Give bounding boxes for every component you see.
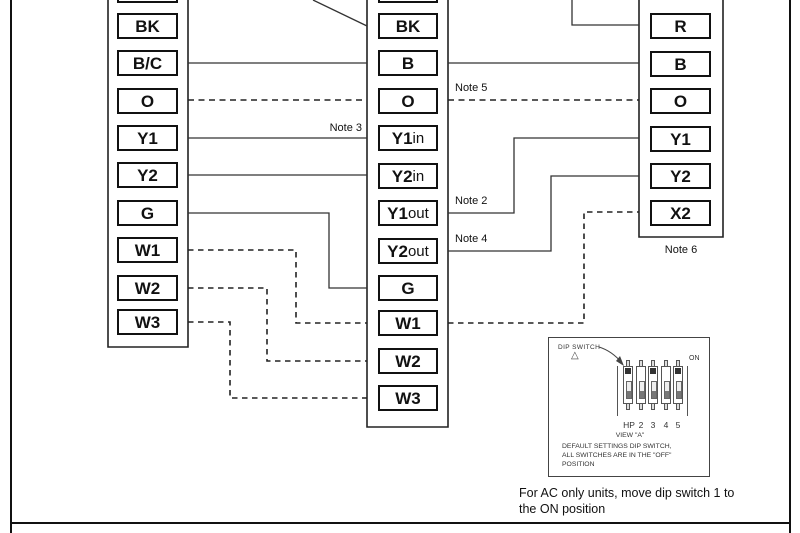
- warning-triangle-icon: △: [571, 350, 579, 361]
- terminal-middle-y1in: Y1 in: [378, 125, 438, 151]
- section-divider-line: [10, 522, 791, 524]
- switch-pin: [639, 403, 643, 410]
- note-3-label: Note 3: [329, 122, 362, 134]
- terminal-right-o: O: [650, 88, 711, 114]
- switch-pin: [626, 403, 630, 410]
- page-border-right: [789, 0, 791, 533]
- dip-switch-5: [673, 360, 683, 412]
- switch-label-3: 3: [650, 420, 656, 430]
- terminal-left-w2: W2: [117, 275, 178, 301]
- wire-w1-dashed: [188, 250, 367, 323]
- switch-rocker-off: [651, 381, 657, 399]
- dip-switch-panel: [548, 337, 710, 477]
- wire-w3-dashed: [188, 322, 367, 398]
- page-border-left: [10, 0, 12, 533]
- dip-switch-description: DEFAULT SETTINGS DIP SWITCH, ALL SWITCHES ARE IN THE "OFF" POSITION: [562, 443, 672, 468]
- note-5-label: Note 5: [455, 82, 488, 94]
- dip-switch-2: [636, 360, 646, 412]
- view-a-label: VIEW "A": [615, 432, 645, 439]
- wire-g-to-g: [188, 213, 367, 288]
- terminal-left-y2: Y2: [117, 162, 178, 188]
- terminal-middle-bk: BK: [378, 13, 438, 39]
- switch-rocker-off: [664, 381, 670, 399]
- switch-rocker-off: [639, 381, 645, 399]
- terminal-middle-y1out: Y1 out: [378, 200, 438, 226]
- switch-pin: [651, 403, 655, 410]
- note-6-label: Note 6: [664, 244, 698, 256]
- terminal-right-b: B: [650, 51, 711, 77]
- dip-switch-label: DIP SWITCH: [558, 344, 601, 351]
- switch-bracket-left: [617, 366, 618, 416]
- terminal-left-y1: Y1: [117, 125, 178, 151]
- terminal-left-w1: W1: [117, 237, 178, 263]
- switch-pin: [676, 403, 680, 410]
- terminal-right-y1: Y1: [650, 126, 711, 152]
- dip-switch-4: [661, 360, 671, 412]
- terminal-middle-o: O: [378, 88, 438, 114]
- terminal-middle-g: G: [378, 275, 438, 301]
- dip-switch-3: [648, 360, 658, 412]
- switch-bracket-right: [687, 366, 688, 416]
- switch-label-hp: HP: [623, 420, 635, 430]
- terminal-middle-y2out: Y2 out: [378, 238, 438, 264]
- switch-pin: [664, 403, 668, 410]
- terminal-left-o: O: [117, 88, 178, 114]
- terminal-left-g: G: [117, 200, 178, 226]
- switch-rocker-off: [676, 381, 682, 399]
- terminal-left-partial-top: [117, 0, 178, 3]
- terminal-right-y2: Y2: [650, 163, 711, 189]
- switch-label-2: 2: [638, 420, 644, 430]
- wire-w1-to-x2-dashed: [448, 212, 639, 323]
- terminal-middle-w3: W3: [378, 385, 438, 411]
- wire-top-to-bk: [313, 0, 367, 26]
- switch-label-4: 4: [663, 420, 669, 430]
- note-4-label: Note 4: [455, 233, 488, 245]
- terminal-middle-partial-top: [378, 0, 438, 3]
- terminal-left-bc: B/C: [117, 50, 178, 76]
- terminal-left-w3: W3: [117, 309, 178, 335]
- on-position-label: ON: [689, 355, 700, 362]
- terminal-middle-y2in: Y2 in: [378, 163, 438, 189]
- terminal-left-bk: BK: [117, 13, 178, 39]
- terminal-middle-b: B: [378, 50, 438, 76]
- ac-only-caption: For AC only units, move dip switch 1 to the ON position: [519, 486, 735, 516]
- wire-w2-dashed: [188, 288, 367, 361]
- terminal-middle-w1: W1: [378, 310, 438, 336]
- dip-switch-1: [623, 360, 633, 412]
- note-2-label: Note 2: [455, 195, 488, 207]
- wire-top-to-r: [572, 0, 639, 25]
- terminal-right-x2: X2: [650, 200, 711, 226]
- switch-label-5: 5: [675, 420, 681, 430]
- terminal-right-r: R: [650, 13, 711, 39]
- switch-rocker-off: [626, 381, 632, 399]
- terminal-middle-w2: W2: [378, 348, 438, 374]
